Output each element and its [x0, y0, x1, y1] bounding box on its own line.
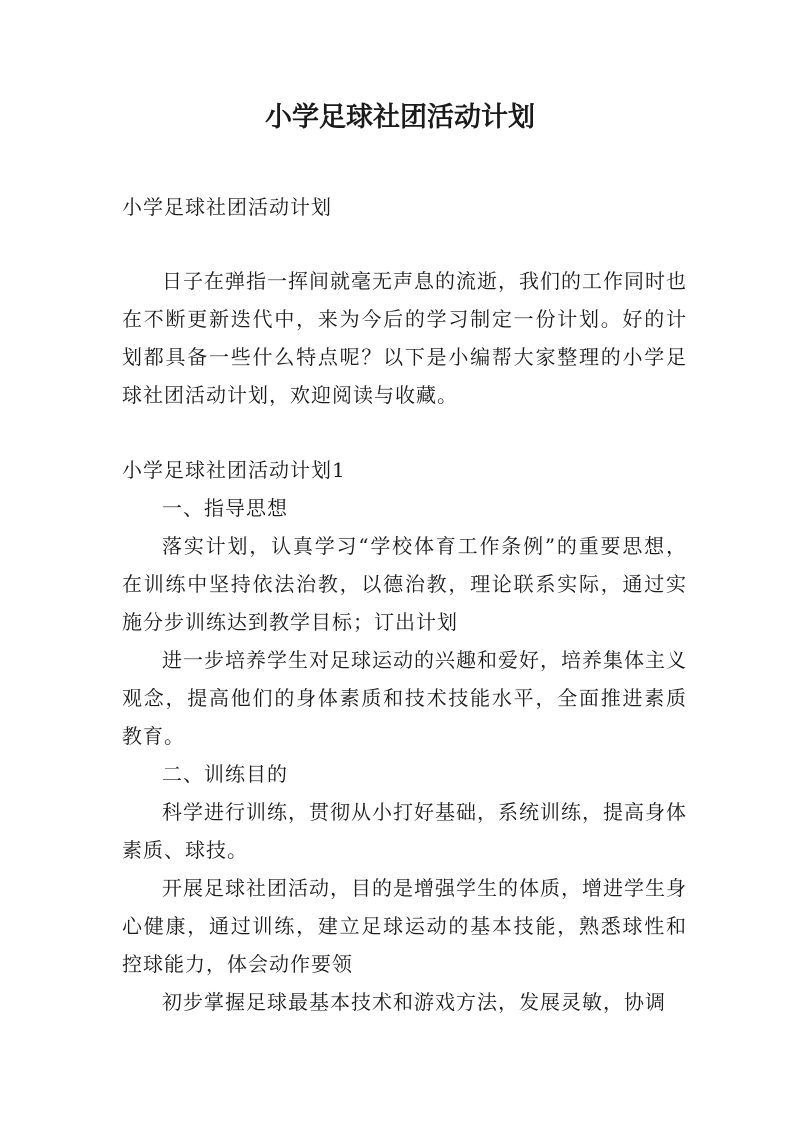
paragraph-training-purpose-1: 科学进行训练，贯彻从小打好基础，系统训练，提高身体素质、球技。: [122, 800, 687, 862]
paragraph-guiding-idea-1: 落实计划，认真学习“学校体育工作条例”的重要思想，在训练中坚持依法治教，以德治教，理论联系实际，通过实施分步训练达到教学目标；订出计划: [122, 534, 687, 634]
document-subtitle: 小学足球社团活动计划: [122, 195, 332, 219]
document-title: 小学足球社团活动计划: [265, 102, 535, 133]
intro-paragraph: 日子在弹指一挥间就毫无声息的流逝，我们的工作同时也在不断更新迭代中，来为今后的学习制定一份计划。好的计划都具备一些什么特点呢？以下是小编帮大家整理的小学足球社团活动计划，欢迎阅读与收藏。: [122, 269, 687, 407]
paragraph-training-purpose-2: 开展足球社团活动，目的是增强学生的体质，增进学生身心健康，通过训练，建立足球运动的基本技能，熟悉球性和控球能力，体会动作要领: [122, 876, 687, 976]
heading-guiding-idea: 一、指导思想: [162, 496, 288, 520]
heading-training-purpose: 二、训练目的: [162, 762, 288, 786]
section-title: 小学足球社团活动计划1: [122, 458, 346, 482]
paragraph-guiding-idea-2: 进一步培养学生对足球运动的兴趣和爱好，培养集体主义观念，提高他们的身体素质和技术技能水平，全面推进素质教育。: [122, 648, 687, 748]
paragraph-training-purpose-3: 初步掌握足球最基本技术和游戏方法，发展灵敏，协调: [162, 990, 666, 1014]
